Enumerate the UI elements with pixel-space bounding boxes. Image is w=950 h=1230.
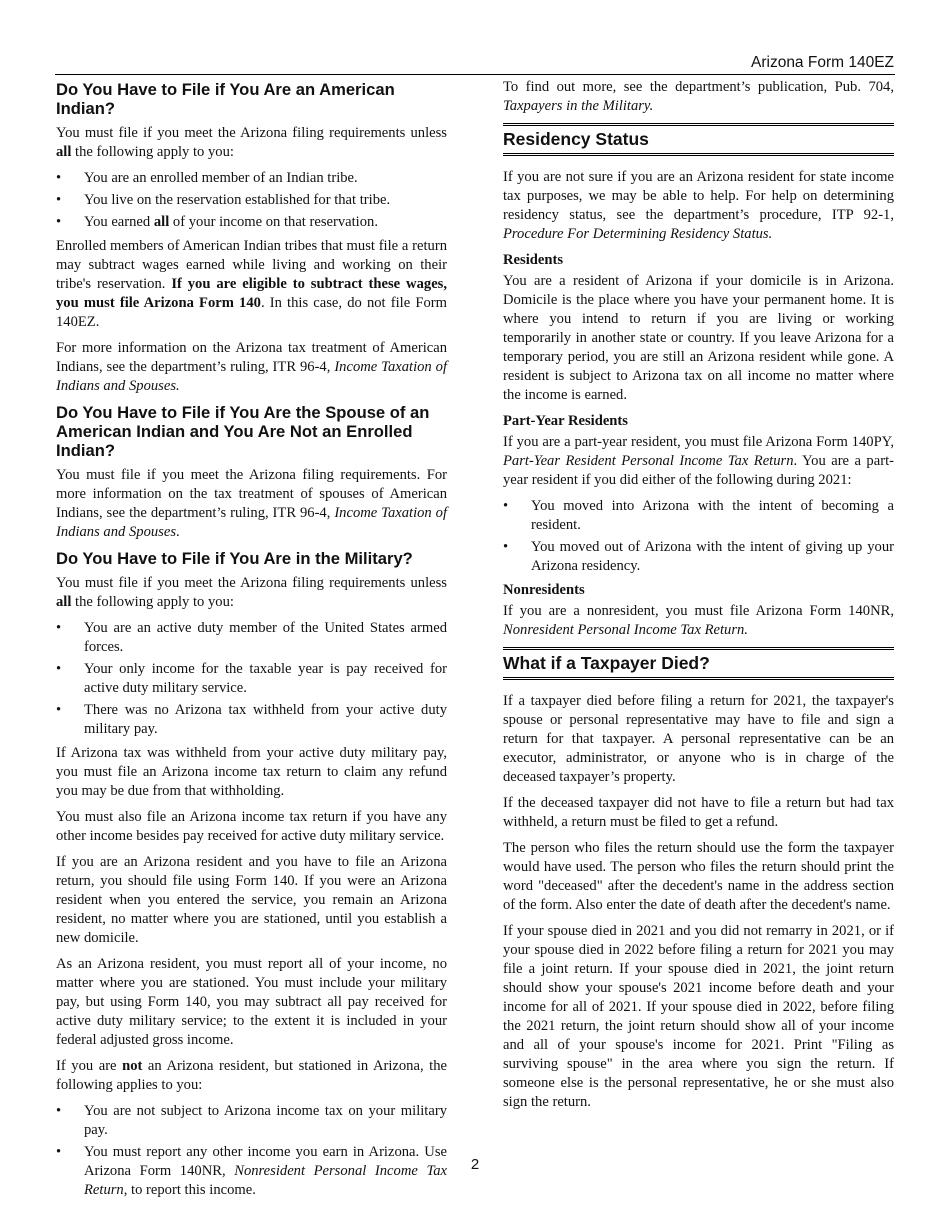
list-item: • You moved out of Arizona with the intent of giving up your Arizona residency. <box>503 538 894 576</box>
paragraph: Enrolled members of American Indian tribes that must file a return may subtract wages earned while living and working on their tribe's reservation. If you are eligible to subtract these wages, you must file Arizona Form 140. In this case, do not file Form 140EZ. <box>56 238 447 330</box>
paragraph: If the deceased taxpayer did not have to file a return but had tax withheld, a return must be filed to get a refund. <box>503 795 894 830</box>
paragraph: If you are a part-year resident, you must file Arizona Form 140PY, Part-Year Resident Personal Income Tax Return. You are a part-year resident if you did either of the following during 2021: <box>503 434 894 488</box>
paragraph: If a taxpayer died before filing a return for 2021, the taxpayer's spouse or personal representative may have to file and sign a return for that taxpayer. A personal representative can be an executor, administrator, or anyone who is in charge of the deceased taxpayer’s property. <box>503 693 894 785</box>
paragraph: As an Arizona resident, you must report all of your income, no matter where you are stationed. You must include your military pay, but using Form 140, you may subtract all pay received for active duty military service; to the extent it is included in your federal adjusted gross income. <box>56 956 447 1048</box>
subheading-residents: Residents <box>503 252 563 268</box>
paragraph: You are a resident of Arizona if your domicile is in Arizona. Domicile is the place where you have your permanent home. It is where you intend to return if you are living or working temporarily in another state or country. If you leave Arizona for a temporary period, you are still an Arizona resident while gone. A resident is subject to Arizona tax on all income no matter where the income is earned. <box>503 273 894 403</box>
paragraph: The person who files the return should use the form the taxpayer would have used. The person who files the return should print the word "deceased" after the decedent's name in the address section of the form. Also enter the date of death after the decedent's name. <box>503 840 894 913</box>
heading-military: Do You Have to File if You Are in the Military? <box>56 549 413 568</box>
heading-box-residency <box>503 123 894 156</box>
bullet-list <box>56 169 447 232</box>
paragraph: If you are an Arizona resident and you have to file an Arizona return, you should file using Form 140. If you were an Arizona resident when you entered the service, you remain an Arizona resident, no matter where you are stationed, until you establish a new domicile. <box>56 854 447 946</box>
paragraph: If you are not sure if you are an Arizona resident for state income tax purposes, we may be able to help. For help on determining residency status, see the department’s procedure, ITP 92-1, Procedure For Determining Residency Status. <box>503 169 894 242</box>
bullet-list <box>503 497 894 576</box>
paragraph: You must file if you meet the Arizona filing requirements. For more information on the tax treatment of spouses of American Indians, see the department’s ruling, ITR 96-4, Income Taxation of Indians and Spouses. <box>56 467 448 540</box>
paragraph: You must file if you meet the Arizona filing requirements unless all the following apply to you: <box>56 575 447 610</box>
list-item: • You must report any other income you earn in Arizona. Use Arizona Form 140NR, Nonresident Personal Income Tax Return, to report this income. <box>56 1143 447 1200</box>
paragraph: For more information on the Arizona tax treatment of American Indians, see the department’s ruling, ITR 96-4, Income Taxation of Indians and Spouses. <box>56 340 448 394</box>
heading-box-taxpayer-died <box>503 647 894 680</box>
form-title: Arizona Form 140EZ <box>751 54 894 71</box>
section-american-indian <box>56 80 447 396</box>
list-item: • You are not subject to Arizona income tax on your military pay. <box>56 1102 447 1140</box>
list-item: • You moved into Arizona with the intent of becoming a resident. <box>503 497 894 535</box>
list-item: • You earned all of your income on that reservation. <box>56 213 447 232</box>
paragraph: If you are a nonresident, you must file Arizona Form 140NR, Nonresident Personal Income Tax Return. <box>503 603 894 638</box>
list-item: • You are an enrolled member of an Indian tribe. <box>56 169 447 188</box>
paragraph: If Arizona tax was withheld from your active duty military pay, you must file an Arizona income tax return to claim any refund you may be due from that withholding. <box>56 745 447 799</box>
list-item: • Your only income for the taxable year is pay received for active duty military service. <box>56 660 447 698</box>
heading-taxpayer-died: What if a Taxpayer Died? <box>503 653 710 673</box>
heading-residency-status: Residency Status <box>503 129 649 149</box>
paragraph: You must file if you meet the Arizona filing requirements unless all the following apply to you: <box>56 125 447 160</box>
section-spouse-american-indian <box>56 403 447 542</box>
paragraph: You must also file an Arizona income tax return if you have any other income besides pay received for active duty military service. <box>56 809 447 844</box>
list-item: • You live on the reservation established for that tribe. <box>56 191 447 210</box>
subheading-nonresidents: Nonresidents <box>503 582 585 598</box>
section-military <box>56 549 447 1200</box>
heading-spouse-american-indian: Do You Have to File if You Are the Spouse of an American Indian and You Are Not an Enrolled Indian? <box>56 403 430 460</box>
paragraph: To find out more, see the department’s publication, Pub. 704, Taxpayers in the Military. <box>503 79 894 114</box>
page-number: 2 <box>470 1156 480 1173</box>
paragraph: If you are not an Arizona resident, but stationed in Arizona, the following applies to you: <box>56 1058 447 1093</box>
bullet-list <box>56 1102 447 1200</box>
left-column <box>56 78 447 1205</box>
paragraph: If your spouse died in 2021 and you did not remarry in 2021, or if your spouse died in 2022 before filing a return for 2021 you may file a joint return. If your spouse died in 2021, the joint return should show your spouse's 2021 income before death and your income for all of 2021. If your spouse died in 2022, before filing the 2021 return, the joint return should show all of your income and all of your spouse's income for 2021. Print "Filing as surviving spouse" in the area where you sign the return. If someone else is the personal representative, he or she must also sign the return. <box>503 923 894 1110</box>
header-rule <box>55 74 895 75</box>
list-item: • There was no Arizona tax withheld from your active duty military pay. <box>56 701 447 739</box>
subheading-part-year-residents: Part-Year Residents <box>503 413 628 429</box>
right-column <box>503 78 894 1119</box>
heading-american-indian: Do You Have to File if You Are an American Indian? <box>56 80 395 118</box>
bullet-list <box>56 619 447 739</box>
list-item: • You are an active duty member of the United States armed forces. <box>56 619 447 657</box>
